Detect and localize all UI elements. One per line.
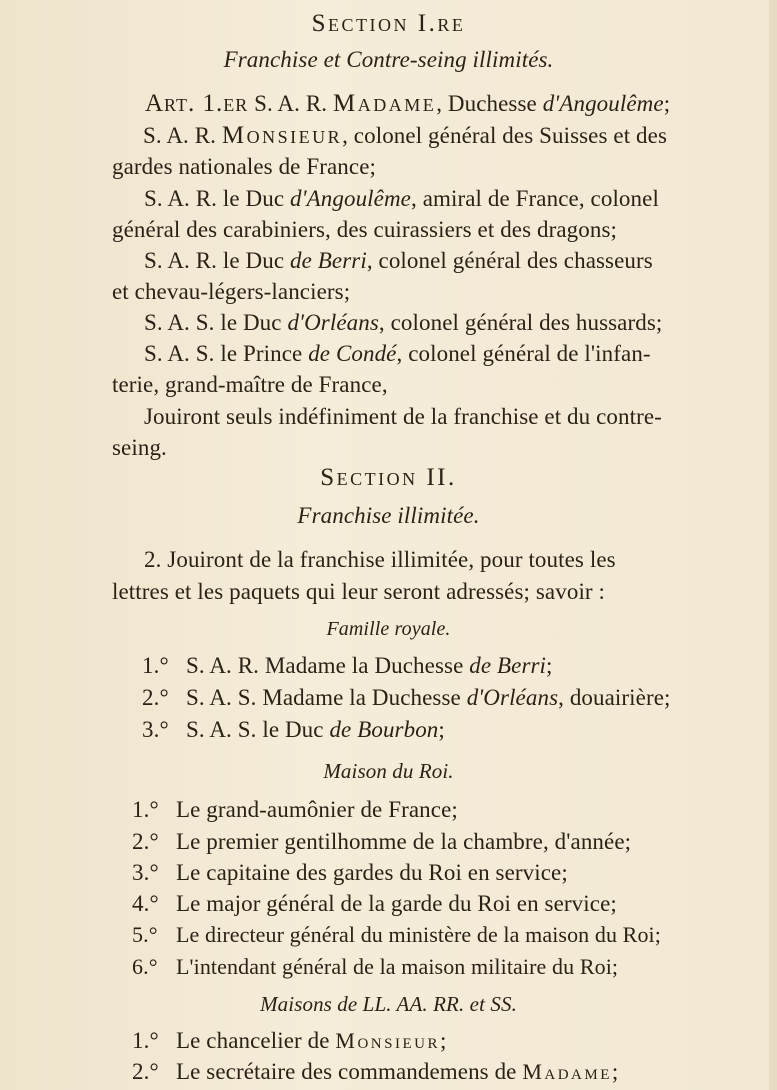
text-segment: S. A. R. le Duc bbox=[144, 186, 290, 211]
item-number: 2.° bbox=[142, 685, 169, 710]
article-1-line-10: terie, grand-maître de France, bbox=[112, 372, 388, 397]
article-1-line-12: seing. bbox=[112, 435, 167, 460]
article-1-line-7: et chevau-légers-lanciers; bbox=[112, 279, 351, 304]
article-1-line-3: gardes nationales de France; bbox=[112, 154, 376, 179]
text-segment: Monsieur bbox=[335, 1028, 440, 1053]
text-segment: , amiral de France, colonel bbox=[411, 186, 659, 211]
list-item bbox=[132, 890, 617, 918]
article-1-line-2 bbox=[143, 122, 667, 150]
text-segment: , colonel général des chasseurs bbox=[366, 248, 653, 273]
text-segment: ; bbox=[611, 1059, 619, 1084]
article-1-line-6 bbox=[144, 247, 653, 275]
article-1-line-1 bbox=[145, 90, 670, 118]
article-1-line-11: Jouiront seuls indéfiniment de la franchise et du contre- bbox=[144, 404, 662, 429]
list-item bbox=[132, 921, 661, 949]
text-segment: Le chancelier de bbox=[176, 1028, 336, 1053]
text-segment: ; bbox=[439, 1028, 447, 1053]
item-number: 2.° bbox=[132, 829, 159, 854]
list-item bbox=[132, 953, 618, 981]
list-item bbox=[142, 652, 553, 680]
list-item bbox=[132, 1027, 446, 1055]
item-number: 1.° bbox=[142, 653, 169, 678]
text-segment: Monsieur bbox=[221, 122, 343, 149]
text-segment: ; bbox=[546, 653, 553, 678]
list-item bbox=[142, 716, 445, 744]
article-1-line-8 bbox=[144, 309, 662, 337]
text-segment: L'intendant général de la maison militaire du Roi; bbox=[176, 954, 619, 979]
text-segment: S. A. R. Madame la Duchesse bbox=[186, 653, 470, 678]
item-number: 1.° bbox=[132, 1028, 159, 1053]
maisons-heading: Maisons de LL. AA. RR. et SS. bbox=[260, 992, 517, 1016]
item-number: 2.° bbox=[132, 1059, 159, 1084]
text-segment: S. A. R. le Duc bbox=[144, 248, 290, 273]
article-1-label: Art. 1.er bbox=[145, 90, 249, 117]
text-segment: , colonel général des Suisses et des bbox=[342, 123, 667, 148]
article-2-line-2: lettres et les paquets qui leur seront adressés; savoir : bbox=[112, 579, 606, 604]
text-segment: S. A. S. le Prince bbox=[144, 341, 309, 366]
text-segment: , colonel général des hussards; bbox=[378, 310, 663, 335]
item-number: 4.° bbox=[132, 891, 159, 916]
section-2-subtitle: Franchise illimitée. bbox=[297, 503, 480, 528]
item-number: 6.° bbox=[132, 954, 158, 979]
item-number: 1.° bbox=[132, 797, 159, 822]
text-segment: Le directeur général du ministère de la maison du Roi; bbox=[176, 922, 661, 947]
text-segment: S. A. S. Madame la Duchesse bbox=[186, 685, 467, 710]
list-item bbox=[132, 796, 458, 824]
list-item bbox=[132, 859, 568, 887]
famille-royale-heading: Famille royale. bbox=[326, 618, 451, 640]
text-segment: , colonel général de l'infan- bbox=[396, 341, 651, 366]
text-segment: Le major général de la garde du Roi en service; bbox=[176, 891, 617, 916]
article-1-line-4 bbox=[144, 185, 659, 213]
text-segment: S. A. S. le Duc bbox=[144, 310, 288, 335]
text-segment: S. A. R. bbox=[254, 91, 333, 116]
text-segment: d'Orléans bbox=[287, 310, 379, 335]
text-segment: de Condé bbox=[308, 341, 397, 366]
text-segment: ; bbox=[663, 91, 671, 116]
text-segment: Madame bbox=[522, 1059, 612, 1084]
item-number: 5.° bbox=[132, 922, 158, 947]
section-2-heading: Section II. bbox=[320, 464, 457, 491]
text-segment: de Berri bbox=[290, 248, 367, 273]
list-item bbox=[132, 1058, 618, 1086]
text-segment: d'Angoulême bbox=[542, 91, 664, 116]
text-segment: d'Angoulême bbox=[290, 186, 411, 211]
text-segment: , Duchesse bbox=[436, 91, 543, 116]
list-item bbox=[132, 828, 631, 856]
text-segment: ; bbox=[438, 717, 445, 742]
text-segment: , douairière; bbox=[558, 685, 671, 710]
article-2-line-1: 2. Jouiront de la franchise illimitée, pour toutes les bbox=[144, 547, 616, 572]
item-number: 3.° bbox=[142, 717, 169, 742]
text-segment: Le secrétaire des commandemens de bbox=[176, 1059, 523, 1084]
text-segment: Le capitaine des gardes du Roi en service; bbox=[176, 860, 568, 885]
text-segment: Madame bbox=[332, 90, 437, 117]
article-1-line-5: général des carabiniers, des cuirassiers et des dragons; bbox=[112, 217, 618, 242]
section-1-heading: Section I.re bbox=[311, 10, 466, 37]
article-1-line-9 bbox=[144, 340, 651, 368]
text-segment: Le grand-aumônier de France; bbox=[176, 797, 458, 822]
text-segment: S. A. R. bbox=[143, 123, 222, 148]
page-edge bbox=[769, 0, 777, 1090]
maison-du-roi-heading: Maison du Roi. bbox=[323, 759, 454, 783]
text-segment: S. A. S. le Duc bbox=[186, 717, 330, 742]
text-segment: de Bourbon bbox=[329, 717, 439, 742]
text-segment: de Berri bbox=[469, 653, 547, 678]
item-number: 3.° bbox=[132, 860, 159, 885]
section-1-subtitle: Franchise et Contre-seing illimités. bbox=[223, 47, 554, 72]
list-item bbox=[142, 684, 671, 712]
text-segment: Le premier gentilhomme de la chambre, d'année; bbox=[176, 829, 632, 854]
text-segment: d'Orléans bbox=[466, 685, 559, 710]
